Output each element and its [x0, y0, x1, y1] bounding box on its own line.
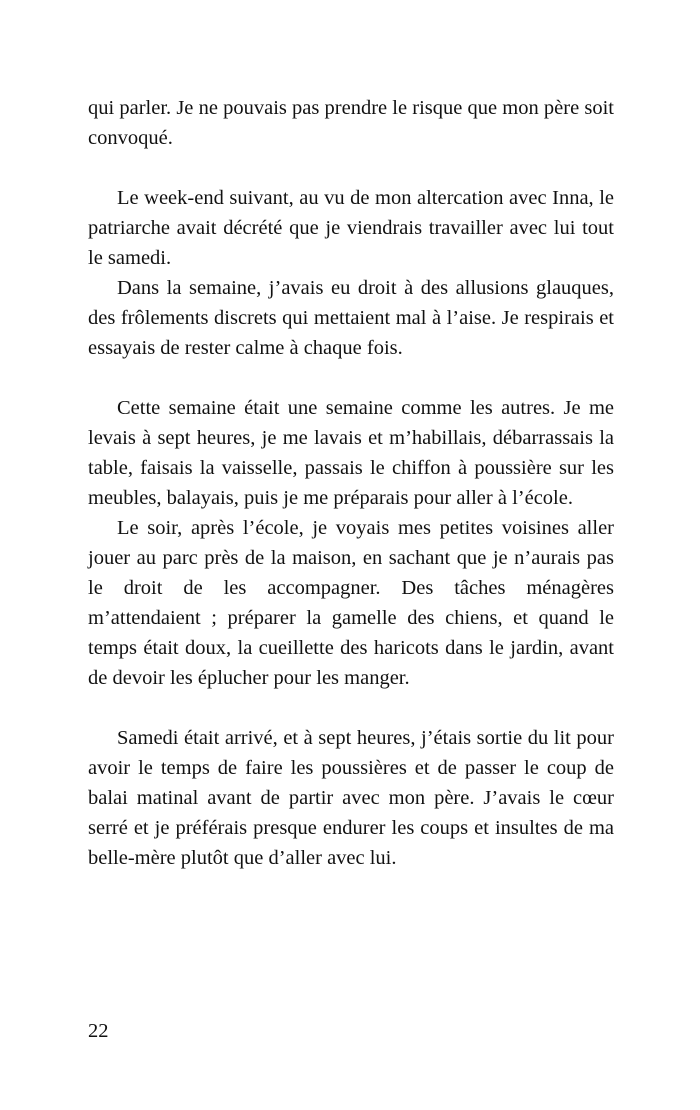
paragraph-4: Cette semaine était une semaine comme les autres. Je me levais à sept heures, je me lavais et m’habillais, débarrassais la table, faisais la vaisselle, passais le chiffon à poussière sur les meubles, balayais, puis je me préparais pour aller à l’école. [88, 397, 614, 509]
paragraph-5: Le soir, après l’école, je voyais mes petites voisines aller jouer au parc près de la maison, en sachant que je n’aurais pas le droit de les accompagner. Des tâches ménagères m’attendaient ; préparer la gamelle des chiens, et quand le temps était doux, la cueillette des haricots dans le jardin, avant de devoir les éplucher pour les manger. [88, 517, 614, 689]
page-number: 22 [88, 1020, 109, 1042]
body-text [88, 93, 614, 873]
paragraph-1: qui parler. Je ne pouvais pas prendre le risque que mon père soit convoqué. [88, 97, 614, 149]
paragraph-3: Dans la semaine, j’avais eu droit à des allusions glauques, des frôlements discrets qui mettaient mal à l’aise. Je respirais et essayais de rester calme à chaque fois. [88, 277, 614, 359]
paragraph-6: Samedi était arrivé, et à sept heures, j’étais sortie du lit pour avoir le temps de faire les poussières et de passer le coup de balai matinal avant de partir avec mon père. J’avais le cœur serré et je préférais presque endurer les coups et insultes de ma belle-mère plutôt que d’aller avec lui. [88, 727, 614, 869]
paragraph-2: Le week-end suivant, au vu de mon altercation avec Inna, le patriarche avait décrété que je viendrais travailler avec lui tout le samedi. [88, 187, 614, 269]
